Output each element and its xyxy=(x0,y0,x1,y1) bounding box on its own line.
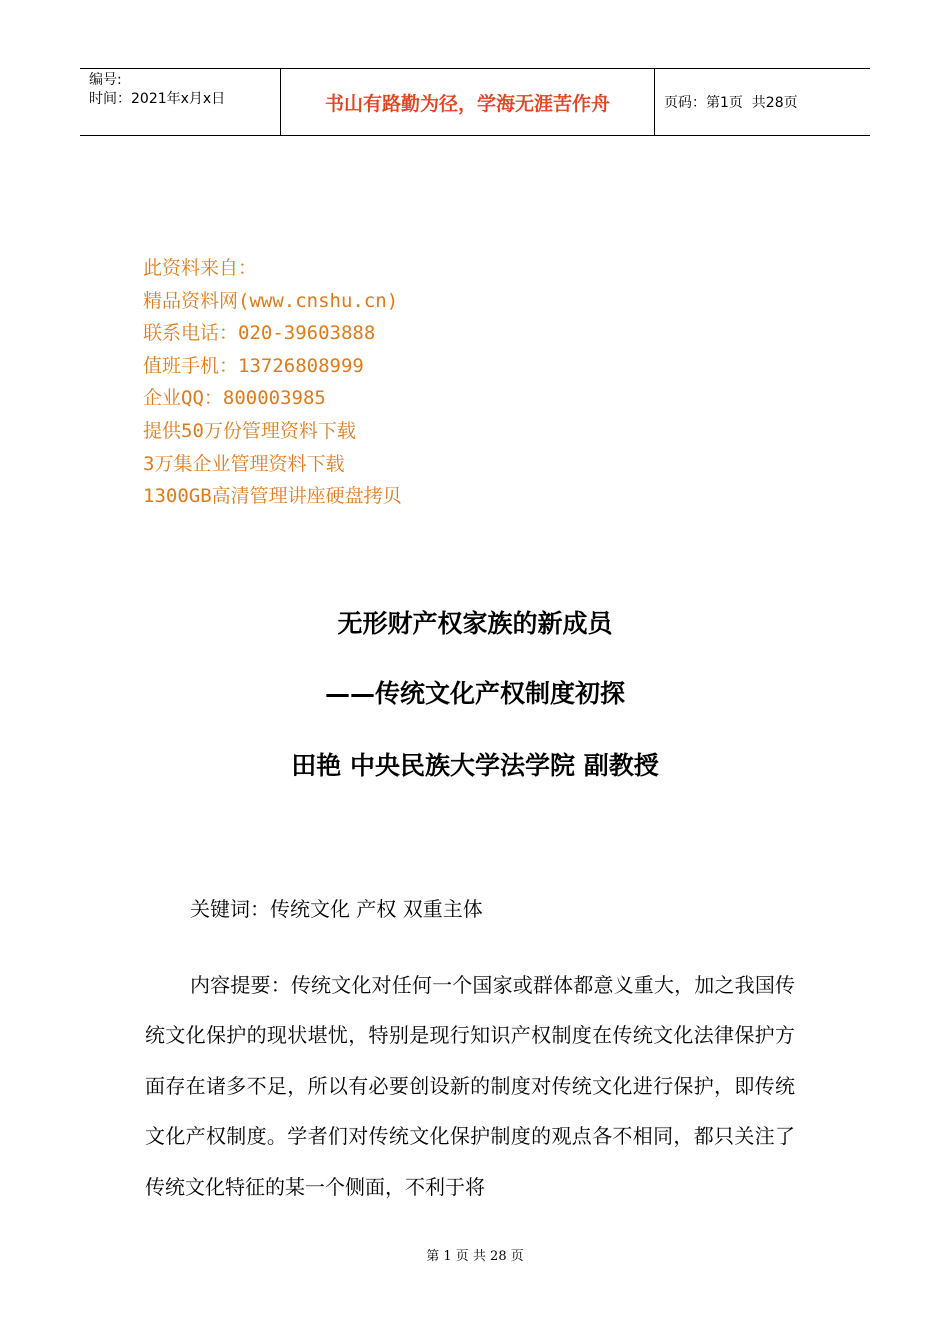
source-line: 企业QQ：800003985 xyxy=(143,387,326,410)
document-author: 田艳 中央民族大学法学院 副教授 xyxy=(291,751,659,780)
source-line: 值班手机：13726808999 xyxy=(143,354,364,377)
abstract-paragraph: 内容提要：传统文化对任何一个国家或群体都意义重大，加之我国传统文化保护的现状堪忧，特别是现行知识产权制度在传统文化法律保护方面存在诸多不足，所以有必要创设新的制度对传统文化进行保护，即传统文化产权制度。学者们对传统文化保护制度的观点各不相同，都只关注了传统文化特征的某一个侧面，不利于将 xyxy=(145,973,795,1199)
header-meta xyxy=(80,69,281,135)
keywords-line: 关键词：传统文化 产权 双重主体 xyxy=(190,897,483,921)
page-footer: 第 1 页 共 28 页 xyxy=(426,1249,524,1264)
code-label: 编号: xyxy=(89,72,122,88)
page-info-text: 页码：第1页 共28页 xyxy=(664,95,798,111)
document-title: 无形财产权家族的新成员 xyxy=(337,609,613,638)
time-label: 时间：2021年x月x日 xyxy=(89,91,226,107)
source-line: 1300GB高清管理讲座硬盘拷贝 xyxy=(143,485,402,508)
source-line: 精品资料网(www.cnshu.cn) xyxy=(143,289,399,312)
source-line: 此资料来自： xyxy=(143,257,258,279)
document-subtitle: ——传统文化产权制度初探 xyxy=(324,679,625,708)
source-line: 3万集企业管理资料下载 xyxy=(143,452,345,475)
page-header xyxy=(80,68,870,136)
source-line: 联系电话：020-39603888 xyxy=(143,322,376,345)
source-info-block xyxy=(143,252,402,513)
header-page-info xyxy=(655,69,870,135)
source-line: 提供50万份管理资料下载 xyxy=(143,419,356,442)
header-motto: 书山有路勤为径，学海无涯苦作舟 xyxy=(281,69,655,135)
